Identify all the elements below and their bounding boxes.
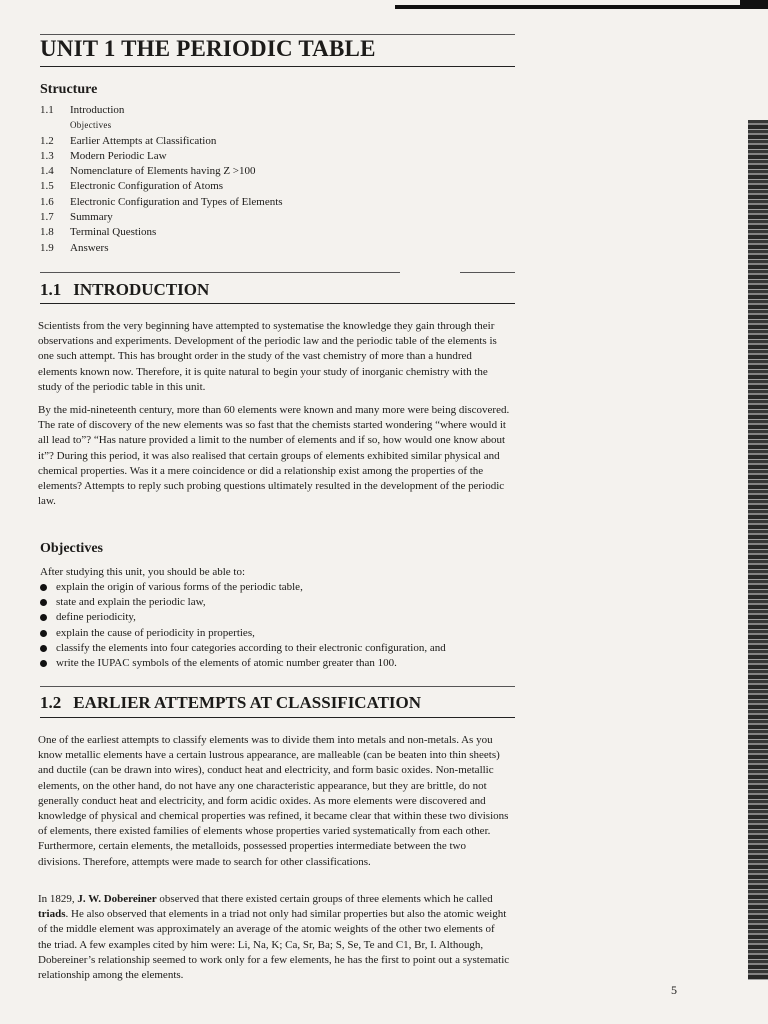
structure-heading: Structure bbox=[40, 82, 98, 97]
bullet-icon bbox=[40, 614, 47, 621]
divider bbox=[40, 272, 400, 273]
objective-item: define periodicity, bbox=[40, 610, 520, 625]
divider bbox=[460, 272, 515, 273]
objective-item: write the IUPAC symbols of the elements of atomic number greater than 100. bbox=[40, 656, 520, 671]
toc-subitem: Objectives bbox=[70, 120, 112, 131]
scientist-name: J. W. Dobereiner bbox=[77, 893, 157, 905]
divider bbox=[40, 686, 515, 687]
objective-item: explain the cause of periodicity in properties, bbox=[40, 626, 520, 641]
objectives-heading: Objectives bbox=[40, 541, 103, 556]
key-term: triads bbox=[38, 908, 66, 921]
section-heading-earlier-attempts: 1.2 EARLIER ATTEMPTS AT CLASSIFICATION bbox=[40, 693, 422, 712]
toc-item: 1.2 Earlier Attempts at Classification bbox=[40, 134, 217, 147]
divider bbox=[40, 717, 515, 718]
divider bbox=[40, 66, 515, 67]
toc-item: 1.4 Nomenclature of Elements having Z >100 bbox=[40, 165, 256, 178]
bullet-icon bbox=[40, 584, 47, 591]
intro-paragraph-1: Scientists from the very beginning have attempted to systematise the knowledge they gain through their observations and experiments. Development of the periodic law and the periodic table of the elements is one such attempt. This has brought order in the study of the vast chemistry of more than a hundred elements known now. Therefore, it is quite natural to begin your study of inorganic chemistry with the study of the periodic table in this unit. bbox=[38, 320, 497, 393]
objectives-intro: After studying this unit, you should be able to: bbox=[40, 566, 246, 578]
objective-item: classify the elements into four categories according to their electronic configuration, and bbox=[40, 641, 520, 656]
toc-item: 1.9 Answers bbox=[40, 241, 109, 254]
objective-item: explain the origin of various forms of the periodic table, bbox=[40, 580, 520, 595]
divider bbox=[40, 303, 515, 304]
table-of-contents bbox=[40, 103, 283, 256]
section-heading-introduction: 1.1 INTRODUCTION bbox=[40, 280, 210, 299]
scan-border-top bbox=[395, 0, 768, 9]
scan-border-right bbox=[748, 120, 768, 980]
toc-item: 1.3 Modern Periodic Law bbox=[40, 149, 167, 162]
toc-item: 1.5 Electronic Configuration of Atoms bbox=[40, 180, 224, 193]
toc-item: 1.7 Summary bbox=[40, 211, 113, 224]
toc-item: 1.8 Terminal Questions bbox=[40, 226, 157, 239]
bullet-icon bbox=[40, 645, 47, 652]
classification-paragraph-2: In 1829, J. W. Dobereiner observed that there existed certain groups of three elements which he called triads. He also observed that elements in a triad not only had similar properties but also the atomic weight of the middle element was approximately an average of the atomic weights of the other two elements of the triad. A few examples cited by him were: Li, Na, K; Ca, Sr, Ba; S, Se, Te and C1, Br, I. Although, Dobereiner’s relationship seemed to work only for a few elements, he has the first to point out a systematic relationship among the elements. bbox=[38, 893, 510, 982]
bullet-icon bbox=[40, 630, 47, 637]
divider bbox=[40, 34, 515, 35]
intro-paragraph-2: By the mid-nineteenth century, more than 60 elements were known and many more were being discovered. The rate of discovery of the new elements was so fast that the chemists started wondering “where would it all lead to”? “Has nature provided a limit to the number of elements and if so, how would one know about it”? During this period, it was also realised that certain groups of elements exhibited similar physical and chemical properties. Was it a mere coincidence or did a relationship exist among the properties of the elements? Attempts to reply such probing questions ultimately resulted in the development of the periodic law. bbox=[38, 404, 510, 508]
objective-item: state and explain the periodic law, bbox=[40, 595, 520, 610]
toc-item: 1.6 Electronic Configuration and Types of Elements bbox=[40, 195, 283, 208]
bullet-icon bbox=[40, 599, 47, 606]
bullet-icon bbox=[40, 660, 47, 667]
page-number: 5 bbox=[671, 983, 677, 997]
objectives-list bbox=[40, 580, 520, 671]
toc-item: 1.1 Introduction bbox=[40, 104, 125, 116]
classification-paragraph-1: One of the earliest attempts to classify elements was to divide them into metals and non-metals. As you know metallic elements have a certain lustrous appearance, are malleable (can be beaten into thin sheets) and ductile (can be drawn into wires), conduct heat and electricity, and form basic oxides. Non-metallic elements, on the other hand, do not have any one characteristic appearance, but they are brittle, do not generally conduct heat and electricity, and form acidic oxides. As more elements were discovered and knowledge of physical and chemical properties was refined, it became clear that within these two divisions of elements, there existed families of elements whose properties varied systematically from each other. Furthermore, certain elements, the metalloids, possessed properties intermediate between the two divisions. Therefore, attempts were made to search for other classifications. bbox=[38, 734, 509, 868]
unit-title: UNIT 1 THE PERIODIC TABLE bbox=[40, 36, 376, 61]
